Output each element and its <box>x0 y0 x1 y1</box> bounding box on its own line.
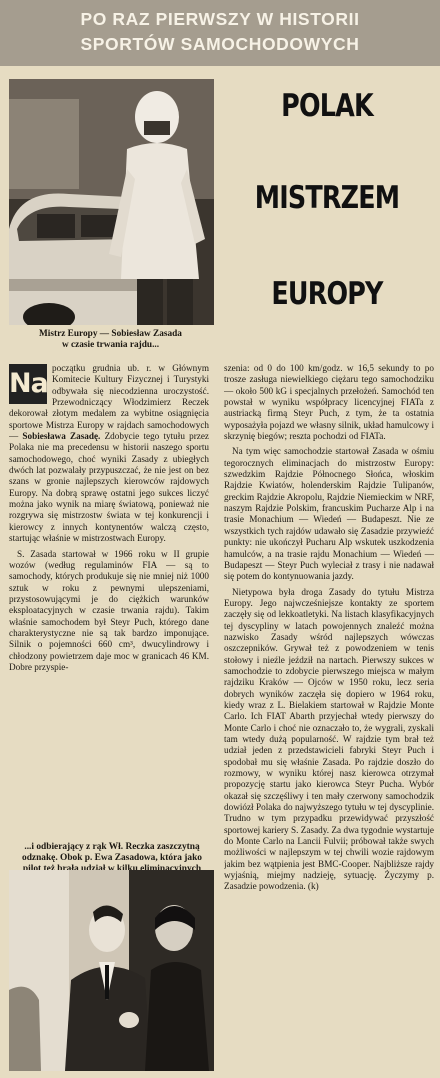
article-paragraph-3: szenia: od 0 do 100 km/godz. w 16,5 sekundy to po trosze zasługa niewielkiego ciężaru tego samochodziku — około 500 kG i specjalnych przełożeń. Samochód ten powstał w wyniku współpracy licencyjnej FIATa z austriacką firmą Steyr Puch, z tym, że ta ostatnia wyposażyła pojazd we własny silnik, układ hamulcowy i skrzynię biegów; reszta pochodzi od FIATa. <box>224 363 434 442</box>
article-p1-text: początku grudnia ub. r. w Głównym Komitecie Kultury Fizycznej i Turystyki odbywała się niecodzienna uroczystość. Przewodniczący Włodzimierz Reczek dekorował złotym medalem za wybitne osiągnięcia sportowe Mistrza Europy w rajdach samochodowych — <box>9 363 209 442</box>
drop-cap: Na <box>9 364 47 404</box>
photo1-caption-line-2: w czasie trwania rajdu... <box>61 340 160 350</box>
photo1-caption <box>8 329 213 351</box>
photo-driver-with-car <box>9 79 214 325</box>
photo2-caption-text: ...i odbierający z rąk Wł. Reczka zaszczytną odznakę. Obok p. Ewa Zasadowa, która jako <box>22 842 202 864</box>
header-line-2: SPORTÓW SAMOCHODOWYCH <box>80 34 360 54</box>
article-p1-name: Sobiesława Zasadę. <box>22 431 101 442</box>
article-paragraph-2: S. Zasada startował w 1966 roku w II grupie wozów (według regulaminów FIA — są to samochody, których produkuje się nie mniej niż 1000 sztuk w roku z pewnymi ulepszeniami, przystosowującymi je do ciężkich warunków eksploatacyjnych w czasie trwania rajdu). Takim właśnie samochodem był Steyr Puch, którego dane charakterystyczne nie są tak bardzo imponujące. Silnik o pojemności 660 cm³, dwucylindrowy i chłodzony powietrzem daje moc w granicach 46 KM. Dobre przyspie- <box>9 548 209 672</box>
article-paragraph-4: Na tym więc samochodzie startował Zasada w ośmiu tegorocznych eliminacjach do mistrzostw Europy: szwedzkim Rajdzie Północnego Słońca, włoskim Rajdzie Kwiatów, holenderskim Rajdzie Tulipanów, greckim Rajdzie Akropolu, Rajdzie Niemieckim w NRF, naszym Rajdzie Polskim, francuskim Pucharze Alp i na trasie Monachium — Wiedeń — Budapeszt. Nie ze wszystkich tych rajdów udawało się Zasadzie przywieźć punkty: nie ukończył Pucharu Alp wskutek uszkodzenia hamulców, a na trasie rajdu Monachium — Wiedeń — Budapeszt — Steyr Puch wyleciał z trasy i nie nadawał się potem do kontynuowania jazdy. <box>224 446 434 582</box>
header-line-1: PO RAZ PIERWSZY W HISTORII <box>80 9 360 29</box>
headline-word-3: EUROPY <box>271 276 383 312</box>
headline-word-2: MISTRZEM <box>254 180 400 216</box>
headline <box>222 88 432 320</box>
photo1-caption-line-1: Mistrz Europy — Sobiesław Zasada <box>39 329 182 339</box>
headline-word-1: POLAK <box>281 88 373 124</box>
article-column-right <box>224 363 434 1071</box>
article-p1-rest: Zdobycie tego tytułu przez Polaka nie ma precedensu w historii naszego sportu samochodowego, choć wyniki Zasady z ubiegłych dwóch lat pozwalały przypuszczać, że nie jest on bez szans w gronie najlepszych kierowców rajdowych Europy. Na dobrą sprawę ostatni jego sukces liczyć można jako wynik na miarę światową, ponieważ nie rozgrywa się mistrzostw świata w tej konkurencji i kierowcy z innych kontynentów walczą często, startując właśnie w mistrzostwach Europy. <box>9 431 209 544</box>
header-banner <box>0 0 440 66</box>
photo-award-ceremony <box>9 870 214 1071</box>
article-paragraph-1 <box>9 363 209 545</box>
article-column-left <box>9 363 209 783</box>
article-paragraph-5: Nietypowa była droga Zasady do tytułu Mistrza Europy. Jego najwcześniejsze kontakty ze sportem zaczęły się od lekkoatletyki. Na listach klasyfikacyjnych tej dyscypliny w latach powojennych znaleźć można nazwisko Zasady wśród najlepszych wówczas oszczepników. Grywał też z powodzeniem w tenis stołowy i nieźle jeździł na nartach. Pierwszy sukces w samochodzie to zdobycie pierwszego miejsca w małym rajdziku Kraków — Ojców w 1950 roku, lecz seria dobrych wyników zaczęła się dopiero w 1964 roku, kiedy wraz z L. Bielakiem startował w Rajdzie Monte Carlo. Ich FIAT Abarth przyjechał wtedy pierwszy do Monte Carlo i choć nie oznaczało to, że wygrali, zyskali tam wtedy dużą popularność. W rajdzie tym brał też udział jeden z przedstawicieli fabryki Steyr Puch i spodobał mu się właśnie Zasada. Po rajdzie doszło do rozmowy, w wyniku której nasz kierowca otrzymał propozycję startu jako kierowca Steyr Pucha. Wybór okazał się szczęśliwy i ten mały czerwony samochodzik dowiózł Polaka do najwyższego tytułu w tej dyscyplinie. Trudno w tym przypadku przewidywać przyszłość sportowej kariery S. Zasady. Za dwa tygodnie wystartuje do Monte Carlo na Lancii Fulvii; próbował także swych możliwości w najlepszym w tej chwili wozie rajdowym jakim bez wątpienia jest BMC-Cooper. Najbliższe rajdy wyjaśnią, miejmy nadzieję, sytuację. Życzymy p. Zasadzie powodzenia. (k) <box>224 586 434 892</box>
